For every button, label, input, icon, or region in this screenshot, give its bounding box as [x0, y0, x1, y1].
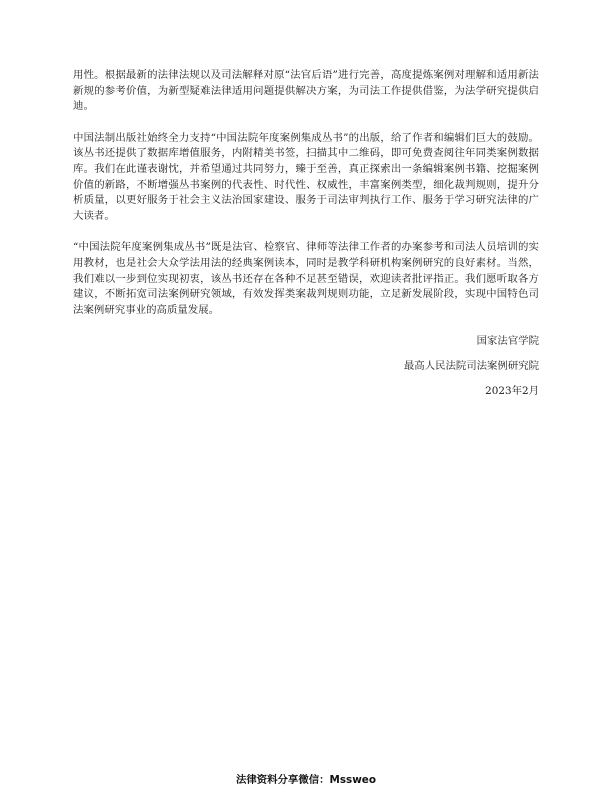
- signature-institution-1: 国家法官学院: [476, 335, 539, 348]
- footer-watermark-text: 法律资料分享微信：Mssweo: [235, 774, 376, 786]
- paragraph-3: “中国法院年度案例集成丛书”既是法官、检察官、律师等法律工作者的办案参考和司法人员培训的实用教材，也是社会大众学法用法的经典案例读本，同时是教学科研机构案例研究的良好素材。当然，我们难以一步到位实现初衷，该丛书还存在各种不足甚至错误，欢迎读者批评指正。我们愿听取各方建议，不断拓宽司法案例研究领域，有效发挥类案裁判规则功能，立足新发展阶段，实现中国特色司法案例研究事业的高质量发展。: [73, 241, 539, 316]
- page-body: [73, 68, 539, 408]
- paragraph-1: 用性。根据最新的法律法规以及司法解释对原“法官后语”进行完善，高度提炼案例对理解和适用新法新规的参考价值，为新型疑难法律适用问题提供解决方案，为司法工作提供借鉴，为法学研究提供启迪。: [73, 69, 539, 113]
- paragraph-2: 中国法制出版社始终全力支持“中国法院年度案例集成丛书”的出版，给了作者和编辑们巨大的鼓励。该丛书还提供了数据库增值服务，内附精美书签，扫描其中二维码，即可免费查阅往年同类案例数据库。我们在此谨表谢忱，并希望通过共同努力，臻于至善，真正探索出一条编辑案例书籍、挖掘案例价值的新路，不断增强丛书案例的代表性、时代性、权威性，丰富案例类型，细化裁判规则，提升分析质量，以更好服务于社会主义法治国家建设、服务于司法审判执行工作、服务于学习研究法律的广大读者。: [73, 131, 539, 222]
- signature-institution-2: 最高人民法院司法案例研究院: [403, 359, 539, 372]
- signature-date: 2023年2月: [485, 384, 539, 397]
